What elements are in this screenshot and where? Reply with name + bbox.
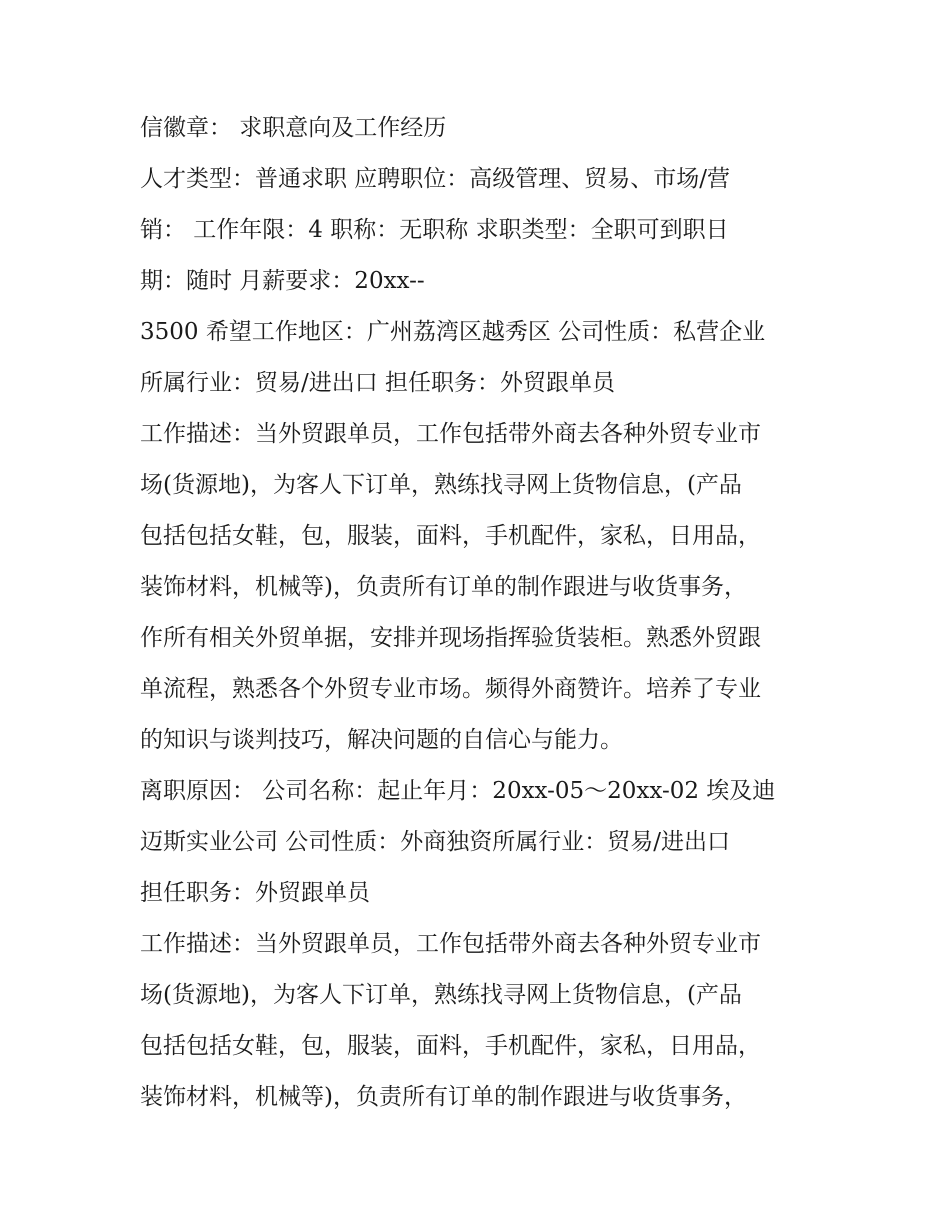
text-line: 装饰材料，机械等)，负责所有订单的制作跟进与收货事务， — [140, 1084, 747, 1110]
text-line: 工作描述：当外贸跟单员，工作包括带外商去各种外贸专业市 — [140, 421, 761, 447]
text-line: 信徽章： 求职意向及工作经历 — [140, 115, 447, 141]
text-line: 工作描述：当外贸跟单员，工作包括带外商去各种外贸专业市 — [140, 931, 761, 957]
text-line: 作所有相关外贸单据，安排并现场指挥验货装柜。熟悉外贸跟 — [140, 625, 761, 651]
text-line: 场(货源地)，为客人下订单，熟练找寻网上货物信息，(产品 — [140, 982, 742, 1008]
document-body — [140, 103, 830, 1123]
text-line: 所属行业：贸易/进出口 担任职务：外贸跟单员 — [140, 370, 616, 396]
text-line: 单流程，熟悉各个外贸专业市场。频得外商赞许。培养了专业 — [140, 676, 761, 702]
text-line: 期：随时 月薪要求：20xx-- — [140, 268, 425, 294]
text-line: 3500 希望工作地区：广州荔湾区越秀区 公司性质：私营企业 — [140, 319, 766, 345]
text-line: 离职原因： 公司名称：起止年月：20xx-05～20xx-02 埃及迪 — [140, 778, 776, 804]
text-line: 迈斯实业公司 公司性质：外商独资所属行业：贸易/进出口 — [140, 829, 731, 855]
text-line: 装饰材料，机械等)，负责所有订单的制作跟进与收货事务， — [140, 574, 747, 600]
text-line: 人才类型：普通求职 应聘职位：高级管理、贸易、市场/营 — [140, 166, 731, 192]
text-line: 包括包括女鞋，包，服装，面料，手机配件，家私，日用品， — [140, 1033, 761, 1059]
text-line: 销： 工作年限：4 职称：无职称 求职类型：全职可到职日 — [140, 217, 729, 243]
text-line: 担任职务：外贸跟单员 — [140, 880, 370, 906]
text-line: 场(货源地)，为客人下订单，熟练找寻网上货物信息，(产品 — [140, 472, 742, 498]
text-line: 包括包括女鞋，包，服装，面料，手机配件，家私，日用品， — [140, 523, 761, 549]
text-line: 的知识与谈判技巧，解决问题的自信心与能力。 — [140, 727, 623, 753]
